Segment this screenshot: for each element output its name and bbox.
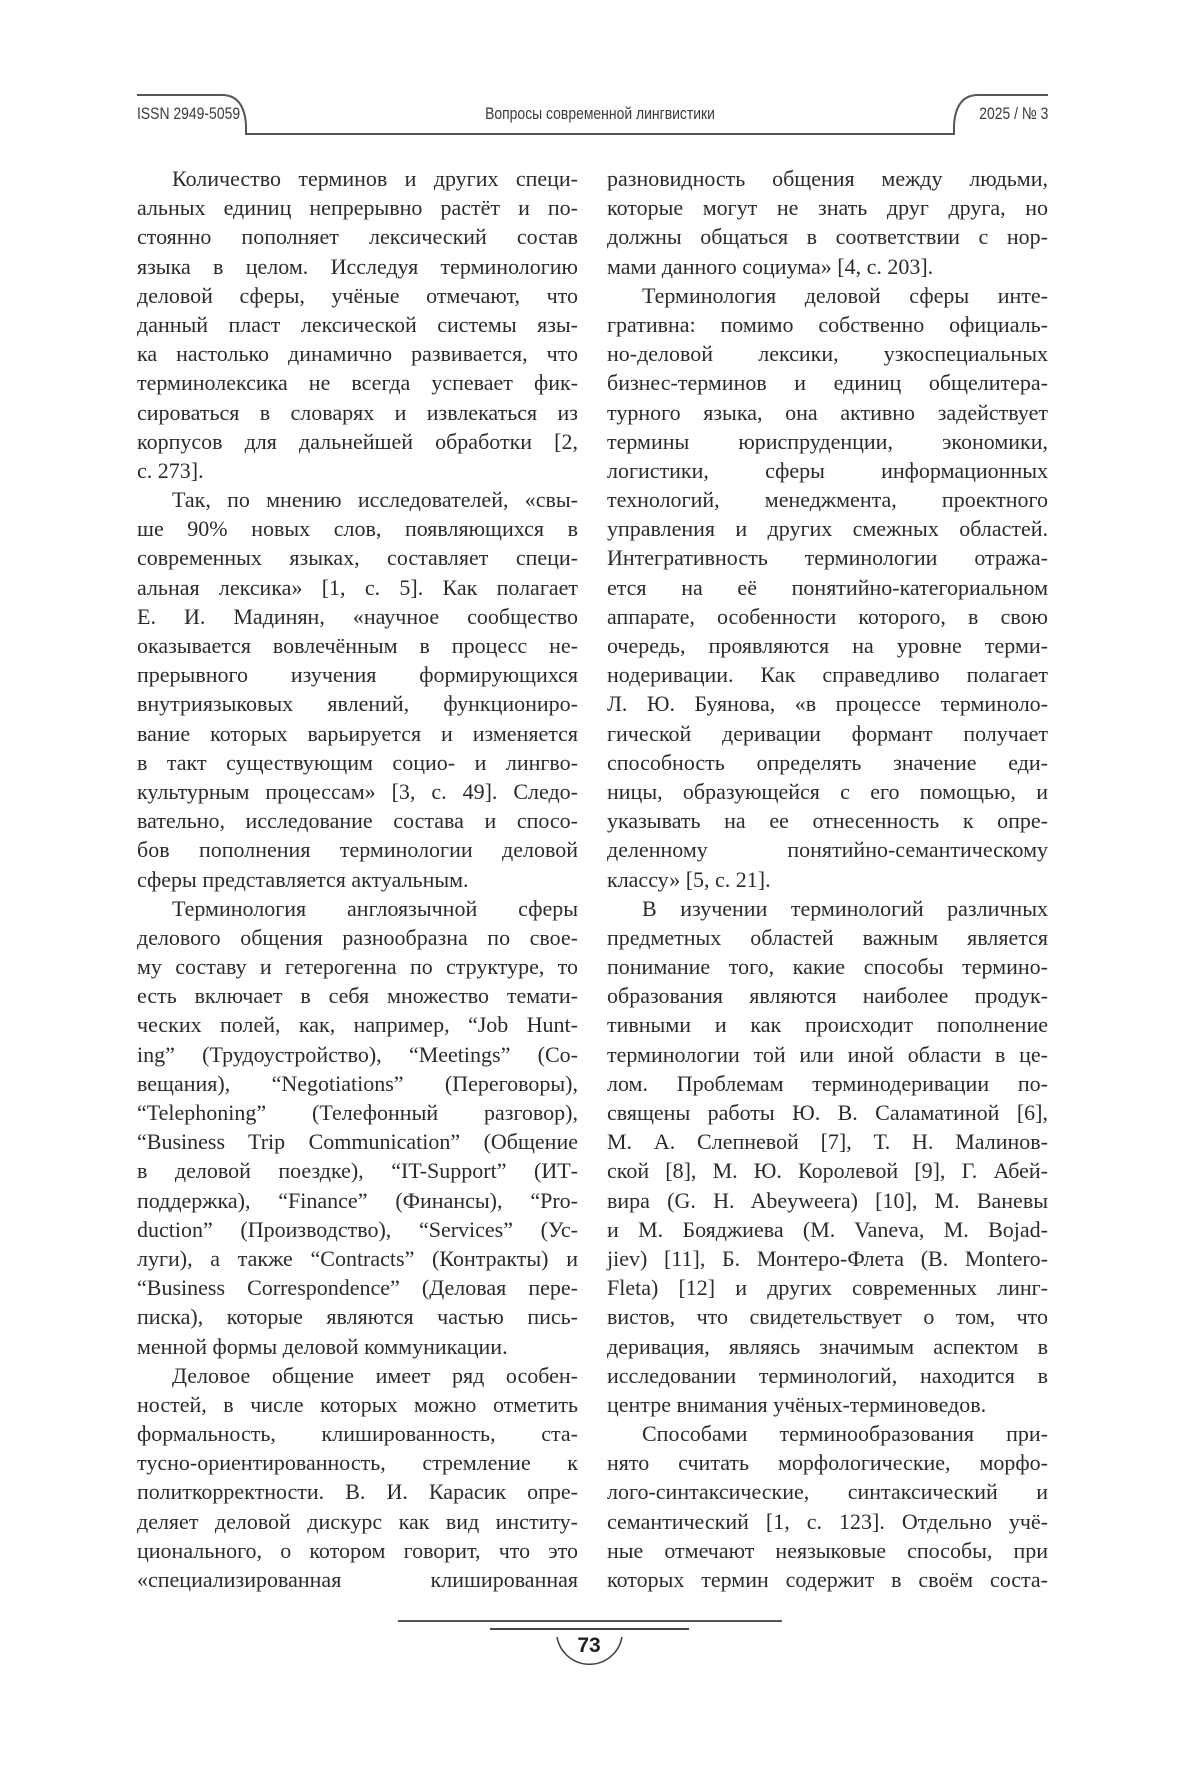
text-line: которые могут не знать друг друга, но (607, 193, 1048, 222)
text-line: в деловой поездке), “IT-Support” (ИТ- (137, 1156, 578, 1185)
text-line: Так, по мнению исследователей, «свы- (137, 485, 578, 514)
text-line: понимание того, какие способы термино- (607, 952, 1048, 981)
text-line: образования являются наиболее продук- (607, 981, 1048, 1010)
text-line: деленному понятийно-семантическому (607, 835, 1048, 864)
text-line: корпусов для дальнейшей обработки [2, (137, 427, 578, 456)
text-line: вира (G. H. Abeyweera) [10], М. Ваневы (607, 1186, 1048, 1215)
text-line: Fleta) [12] и других современных линг- (607, 1273, 1048, 1302)
text-line: ше 90% новых слов, появляющихся в (137, 514, 578, 543)
text-line: ностей, в числе которых можно отметить (137, 1390, 578, 1419)
text-line: Терминология деловой сферы инте- (607, 281, 1048, 310)
text-line: ка настолько динамично развивается, что (137, 339, 578, 368)
text-line: лом. Проблемам терминодеривации по- (607, 1069, 1048, 1098)
text-line: оказывается вовлечённым в процесс не- (137, 631, 578, 660)
text-line: ческих полей, как, например, “Job Hunt- (137, 1010, 578, 1039)
text-line: исследовании терминологий, находится в (607, 1361, 1048, 1390)
text-line: тусно-ориентированность, стремление к (137, 1448, 578, 1477)
text-line: очередь, проявляются на уровне терми- (607, 631, 1048, 660)
page-number: 73 (577, 1634, 600, 1658)
text-line: duction” (Производство), “Services” (Ус- (137, 1215, 578, 1244)
text-line: Способами терминообразования при- (607, 1419, 1048, 1448)
text-line: логистики, сферы информационных (607, 456, 1048, 485)
text-line: есть включает в себя множество темати- (137, 981, 578, 1010)
text-line: “Telephoning” (Телефонный разговор), (137, 1098, 578, 1127)
text-line: Л. Ю. Буянова, «в процессе терминоло- (607, 689, 1048, 718)
text-line: вистов, что свидетельствует о том, что (607, 1302, 1048, 1331)
text-line: технологий, менеджмента, проектного (607, 485, 1048, 514)
text-line: указывать на ее отнесенность к опре- (607, 806, 1048, 835)
text-line: ные отмечают неязыковые способы, при (607, 1536, 1048, 1565)
text-line: луги), а также “Contracts” (Контракты) и (137, 1244, 578, 1273)
text-line: лого-синтаксические, синтаксический и (607, 1477, 1048, 1506)
text-line: но-деловой лексики, узкоспециальных (607, 339, 1048, 368)
text-column-left (137, 164, 578, 1594)
text-line: му составу и гетерогенна по структуре, то (137, 952, 578, 981)
text-line: способность определять значение еди- (607, 748, 1048, 777)
text-line: мами данного социума» [4, с. 203]. (607, 252, 1048, 281)
text-line: аппарате, особенности которого, в свою (607, 602, 1048, 631)
text-line: вание которых варьируется и изменяется (137, 719, 578, 748)
text-line: ционального, о котором говорит, что это (137, 1536, 578, 1565)
text-line: с. 273]. (137, 456, 578, 485)
text-line: классу» [5, с. 21]. (607, 865, 1048, 894)
text-line: деловой сферы, учёные отмечают, что (137, 281, 578, 310)
text-line: турного языка, она активно задействует (607, 398, 1048, 427)
text-line: разновидность общения между людьми, (607, 164, 1048, 193)
text-line: “Business Trip Communication” (Общение (137, 1127, 578, 1156)
text-line: ется на её понятийно-категориальном (607, 573, 1048, 602)
text-line: терминологии той или иной области в це- (607, 1040, 1048, 1069)
text-line: которых термин содержит в своём соста- (607, 1565, 1048, 1594)
text-line: и М. Бояджиева (M. Vaneva, M. Bojad- (607, 1215, 1048, 1244)
text-line: сироваться в словарях и извлекаться из (137, 398, 578, 427)
text-line: прерывного изучения формирующихся (137, 660, 578, 689)
text-line: «специализированная клишированная (137, 1565, 578, 1594)
text-line: “Business Correspondence” (Деловая пере- (137, 1273, 578, 1302)
text-line: ницы, образующейся с его помощью, и (607, 777, 1048, 806)
paragraph (137, 1361, 578, 1595)
journal-title: Вопросы современной лингвистики (485, 104, 715, 124)
text-line: альная лексика» [1, с. 5]. Как полагает (137, 573, 578, 602)
text-line: нодеривации. Как справедливо полагает (607, 660, 1048, 689)
text-line: тивными и как происходит пополнение (607, 1010, 1048, 1039)
issue-label: 2025 / № 3 (979, 104, 1048, 124)
text-line: вательно, исследование состава и спосо- (137, 806, 578, 835)
text-line: нято считать морфологические, морфо- (607, 1448, 1048, 1477)
issn-label: ISSN 2949-5059 (137, 104, 240, 124)
text-line: В изучении терминологий различных (607, 894, 1048, 923)
paragraph (137, 164, 578, 485)
text-line: Количество терминов и других специ- (137, 164, 578, 193)
text-line: в такт существующим социо- и лингво- (137, 748, 578, 777)
text-line: поддержка), “Finance” (Финансы), “Pro- (137, 1186, 578, 1215)
text-line: Терминология англоязычной сферы (137, 894, 578, 923)
text-line: управления и других смежных областей. (607, 514, 1048, 543)
text-line: бов пополнения терминологии деловой (137, 835, 578, 864)
text-line: М. А. Слепневой [7], Т. Н. Малинов- (607, 1127, 1048, 1156)
text-line: делового общения разнообразна по свое- (137, 923, 578, 952)
text-line: сферы представляется актуальным. (137, 865, 578, 894)
text-line: политкорректности. В. И. Карасик опре- (137, 1477, 578, 1506)
text-column-right (607, 164, 1048, 1594)
text-line: деривация, являясь значимым аспектом в (607, 1332, 1048, 1361)
text-line: ing” (Трудоустройство), “Meetings” (Со- (137, 1040, 578, 1069)
paragraph (607, 894, 1048, 1419)
text-line: деляет деловой дискурс как вид институ- (137, 1507, 578, 1536)
text-line: альных единиц непрерывно растёт и по- (137, 193, 578, 222)
text-line: должны общаться в соответствии с нор- (607, 222, 1048, 251)
text-line: языка в целом. Исследуя терминологию (137, 252, 578, 281)
text-line: культурным процессам» [3, с. 49]. Следо- (137, 777, 578, 806)
text-line: семантический [1, с. 123]. Отдельно учё- (607, 1507, 1048, 1536)
paragraph (607, 281, 1048, 894)
text-line: бизнес-терминов и единиц общелитера- (607, 368, 1048, 397)
text-line: священы работы Ю. В. Саламатиной [6], (607, 1098, 1048, 1127)
text-line: термины юриспруденции, экономики, (607, 427, 1048, 456)
text-line: ской [8], М. Ю. Королевой [9], Г. Абей- (607, 1156, 1048, 1185)
text-line: терминолексика не всегда успевает фик- (137, 368, 578, 397)
text-line: стоянно пополняет лексический состав (137, 222, 578, 251)
text-line: Деловое общение имеет ряд особен- (137, 1361, 578, 1390)
text-line: современных языках, составляет специ- (137, 543, 578, 572)
text-line: предметных областей важным является (607, 923, 1048, 952)
text-line: гративна: помимо собственно официаль- (607, 310, 1048, 339)
text-line: вещания), “Negotiations” (Переговоры), (137, 1069, 578, 1098)
text-line: Интегративность терминологии отража- (607, 543, 1048, 572)
text-line: внутриязыковых явлений, функциониро- (137, 689, 578, 718)
paragraph (137, 894, 578, 1361)
text-line: Е. И. Мадинян, «научное сообщество (137, 602, 578, 631)
paragraph (607, 1419, 1048, 1594)
text-line: гической деривации формант получает (607, 719, 1048, 748)
paragraph (137, 485, 578, 894)
text-line: формальность, клишированность, ста- (137, 1419, 578, 1448)
text-line: jiev) [11], Б. Монтеро-Флета (B. Montero- (607, 1244, 1048, 1273)
text-line: менной формы деловой коммуникации. (137, 1332, 578, 1361)
text-line: центре внимания учёных-терминоведов. (607, 1390, 1048, 1419)
text-line: писка), которые являются частью пись- (137, 1302, 578, 1331)
text-line: данный пласт лексической системы язы- (137, 310, 578, 339)
paragraph (607, 164, 1048, 281)
